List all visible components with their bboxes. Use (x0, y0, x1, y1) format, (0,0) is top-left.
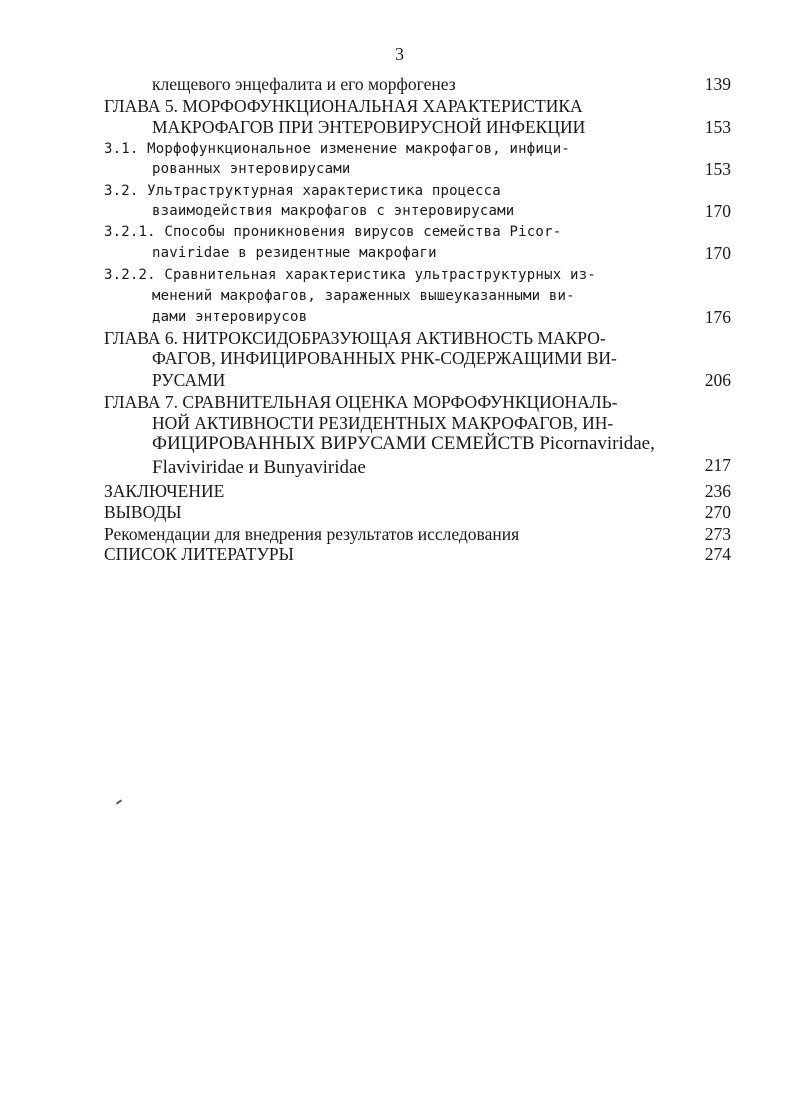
toc-line: рованных энтеровирусами (152, 161, 351, 177)
toc-line: взаимодействия макрофагов с энтеровирусами (152, 203, 515, 219)
toc-line: дами энтеровирусов (152, 309, 308, 325)
toc-line: Flaviviridae и Bunyaviridae (152, 457, 366, 478)
toc-line: СПИСОК ЛИТЕРАТУРЫ (104, 544, 294, 564)
toc-line: НОЙ АКТИВНОСТИ РЕЗИДЕНТНЫХ МАКРОФАГОВ, ИН- (152, 413, 614, 433)
toc-line: ВЫВОДЫ (104, 502, 182, 522)
toc-line: РУСАМИ (152, 370, 226, 390)
toc-page-number: 153 (704, 117, 731, 137)
toc-line: 3.1. Морфофункциональное изменение макрофагов, инфици- (104, 141, 570, 157)
toc-page-number: 139 (704, 74, 731, 94)
toc-line: ГЛАВА 6. НИТРОКСИДОБРАЗУЮЩАЯ АКТИВНОСТЬ МАКРО- (104, 328, 606, 348)
toc-page-number: 273 (704, 524, 731, 544)
toc-line: клещевого энцефалита и его морфогенез (152, 74, 456, 94)
page-number: 3 (395, 44, 404, 64)
toc-line: ФИЦИРОВАННЫХ ВИРУСАМИ СЕМЕЙСТВ Picornaviridae, (152, 433, 655, 454)
toc-line: МАКРОФАГОВ ПРИ ЭНТЕРОВИРУСНОЙ ИНФЕКЦИИ (152, 117, 586, 137)
toc-line: naviridae в резидентные макрофаги (152, 245, 437, 261)
toc-page-number: 274 (704, 544, 731, 564)
toc-page-number: 170 (704, 243, 731, 263)
toc-line: ГЛАВА 7. СРАВНИТЕЛЬНАЯ ОЦЕНКА МОРФОФУНКЦИОНАЛЬ- (104, 392, 618, 412)
toc-line: ГЛАВА 5. МОРФОФУНКЦИОНАЛЬНАЯ ХАРАКТЕРИСТИКА (104, 96, 583, 116)
toc-line: 3.2.2. Сравнительная характеристика ультраструктурных из- (104, 267, 596, 283)
toc-line: 3.2.1. Способы проникновения вирусов семейства Picor- (104, 224, 562, 240)
scan-speck (116, 799, 122, 804)
toc-page-number: 217 (704, 455, 731, 475)
toc-line: менений макрофагов, зараженных вышеуказанными ви- (152, 288, 575, 304)
toc-page-number: 170 (704, 201, 731, 221)
toc-page-number: 206 (704, 370, 731, 390)
toc-page-number: 176 (704, 307, 731, 327)
toc-page-number: 236 (704, 481, 731, 501)
toc-line: Рекомендации для внедрения результатов исследования (104, 524, 520, 544)
toc-page-number: 270 (704, 502, 731, 522)
toc-line: ФАГОВ, ИНФИЦИРОВАННЫХ РНК-СОДЕРЖАЩИМИ ВИ- (152, 348, 617, 368)
toc-page-number: 153 (704, 159, 731, 179)
toc-line: ЗАКЛЮЧЕНИЕ (104, 481, 225, 501)
toc-line: 3.2. Ультраструктурная характеристика процесса (104, 183, 501, 199)
